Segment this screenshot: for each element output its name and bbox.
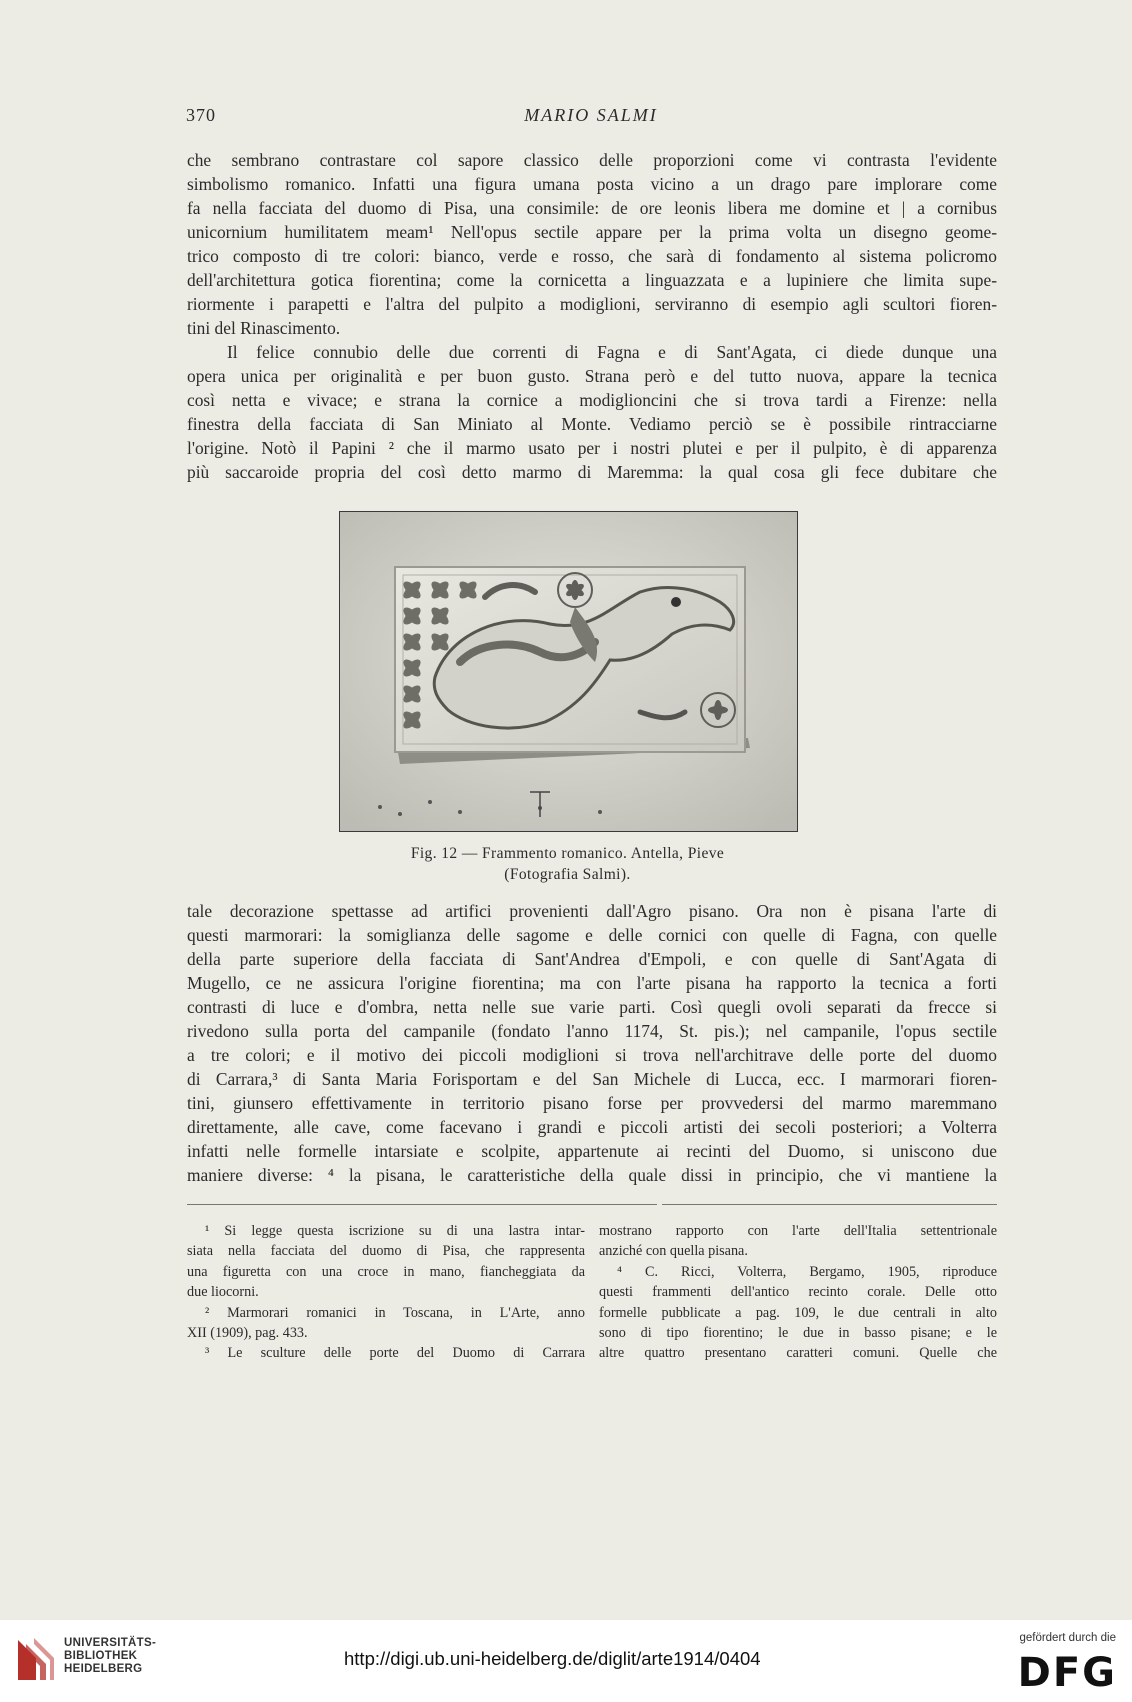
text-line: di Carrara,³ di Santa Maria Forisportam e del San Michele di Lucca, ecc. I marmorari fioren- (187, 1069, 997, 1089)
footnote-line: una figuretta con una croce in mano, fiancheggiata da (187, 1263, 585, 1280)
footnote-line: formelle pubblicate a pag. 109, le due centrali in alto (599, 1304, 997, 1321)
text-line: tale decorazione spettasse ad artifici provenienti dall'Agro pisano. Ora non è pisana l'arte di (187, 901, 997, 921)
text-line: finestra della facciata di San Miniato al Monte. Vediamo perciò se è possibile rintracciarne (187, 414, 997, 434)
footnote-line: anziché con quella pisana. (599, 1243, 748, 1260)
library-name-line: BIBLIOTHEK (64, 1650, 138, 1662)
footnote-line: siata nella facciata del duomo di Pisa, che rappresenta (187, 1243, 585, 1260)
footnote-line: XII (1909), pag. 433. (187, 1324, 308, 1341)
text-line: così netta e vivace; e strana la cornice a modiglioncini che si trova tardi a Firenze: nella (187, 390, 997, 410)
footnote-line: mostrano rapporto con l'arte dell'Italia settentrionale (599, 1223, 997, 1239)
page-header (186, 105, 996, 131)
figure-caption (339, 843, 796, 885)
text-line: l'origine. Notò il Papini ² che il marmo usato per i nostri plutei e per il pulpito, è di apparenza (187, 438, 997, 458)
footnote-line: sono di tipo fiorentino; le due in basso pisane; e le (599, 1324, 997, 1341)
footnotes-left-column (187, 1221, 585, 1364)
text-line: maniere diverse: ⁴ la pisana, le caratteristiche della quale dissi in principio, che vi mantiene la (187, 1165, 997, 1185)
text-line: tini, giunsero effettivamente in territorio pisano forse per provvedersi del marmo maremmano (187, 1093, 997, 1113)
footnote-line: questi frammenti dell'antico recinto corale. Delle otto (599, 1284, 997, 1301)
footnote-line: ⁴ C. Ricci, Volterra, Bergamo, 1905, riproduce (617, 1263, 997, 1280)
text-line: Il felice connubio delle due correnti di Fagna e di Sant'Agata, ci diede dunque una (227, 342, 997, 362)
text-line: della parte superiore della facciata di Sant'Andrea d'Empoli, e con quelle di Sant'Agata di (187, 949, 997, 969)
text-line: tini del Rinascimento. (187, 318, 341, 338)
text-line: unicornium humilitatem meam¹ Nell'opus sectile appare per la prima volta un disegno geome- (187, 222, 997, 242)
text-line: Mugello, ce ne assicura l'origine fiorentina; ma con l'arte pisana ha rapporto la tecnica a forti (187, 973, 997, 993)
running-head: MARIO SALMI (524, 105, 658, 125)
footnote-rule (662, 1204, 997, 1205)
caption-line: (Fotografia Salmi). (504, 866, 631, 883)
page-number: 370 (186, 105, 216, 125)
figure-photo (339, 511, 798, 832)
footnote-rule (187, 1204, 657, 1205)
viewer-footer (0, 1620, 1132, 1702)
body-text-top (187, 148, 997, 484)
footnote-line: altre quattro presentano caratteri comuni. Quelle che (599, 1345, 997, 1362)
library-name-line: UNIVERSITÄTS- (64, 1637, 157, 1649)
footnote-line: ¹ Si legge questa iscrizione su di una lastra intar- (205, 1223, 585, 1239)
text-line: dell'architettura gotica fiorentina; come la cornicetta a linguazzata e a lupiniere che limita supe- (187, 270, 997, 290)
text-line: opera unica per originalità e per buon gusto. Strana però e del tutto nuova, appare la tecnica (187, 366, 997, 386)
caption-line: Fig. 12 — Frammento romanico. Antella, Pieve (410, 845, 725, 862)
university-library-logo-icon (14, 1634, 58, 1684)
library-name (64, 1637, 156, 1676)
text-line: che sembrano contrastare col sapore classico delle proporzioni come vi contrasta l'evidente (187, 150, 997, 170)
footnotes-right-column (599, 1221, 997, 1364)
text-line: contrasti di luce e d'ombra, netta nelle sue varie parti. Così quegli ovoli separati da frecce si (187, 997, 997, 1017)
library-name-line: HEIDELBERG (64, 1663, 143, 1675)
funded-by-label: gefördert durch die (1019, 1632, 1116, 1644)
text-line: riormente i parapetti e l'altra del pulpito a modiglioni, serviranno di esempio agli scultori fioren- (187, 294, 997, 314)
text-line: rivedono sulla porta del campanile (fondato l'anno 1174, St. pis.); nel campanile, l'opus sectile (187, 1021, 997, 1041)
text-line: direttamente, alle cave, come facevano i grandi e piccoli artisti dei secoli posteriori; a Volterra (187, 1117, 997, 1137)
carved-relief-image (340, 512, 797, 831)
permalink-url[interactable]: http://digi.ub.uni-heidelberg.de/diglit/arte1914/0404 (344, 1648, 761, 1669)
text-line: più saccaroide propria del così detto marmo di Maremma: la qual cosa gli fece dubitare che (187, 462, 997, 482)
footnote-line: due liocorni. (187, 1284, 259, 1301)
text-line: infatti nelle formelle intarsiate e scolpite, appartenute ai recinti del Duomo, si uniscono due (187, 1141, 997, 1161)
text-line: a tre colori; e il motivo dei piccoli modiglioni si trova nell'architrave delle porte del duomo (187, 1045, 997, 1065)
footnote-line: ³ Le sculture delle porte del Duomo di Carrara (205, 1345, 585, 1362)
text-line: fa nella facciata del duomo di Pisa, una consimile: de ore leonis libera me domine et | a cornibus (187, 198, 997, 218)
text-line: simbolismo romanico. Infatti una figura umana posta vicino a un drago pare implorare come (187, 174, 997, 194)
footnote-line: ² Marmorari romanici in Toscana, in L'Arte, anno (205, 1304, 585, 1321)
text-line: trico composto di tre colori: bianco, verde e rosso, che sarà di fondamento al sistema policromo (187, 246, 997, 266)
text-line: questi marmorari: la somiglianza delle sagome e delle cornici con quelle di Fagna, con quelle (187, 925, 997, 945)
dfg-logo: DFG (1017, 1650, 1117, 1696)
body-text-bottom (187, 899, 997, 1187)
